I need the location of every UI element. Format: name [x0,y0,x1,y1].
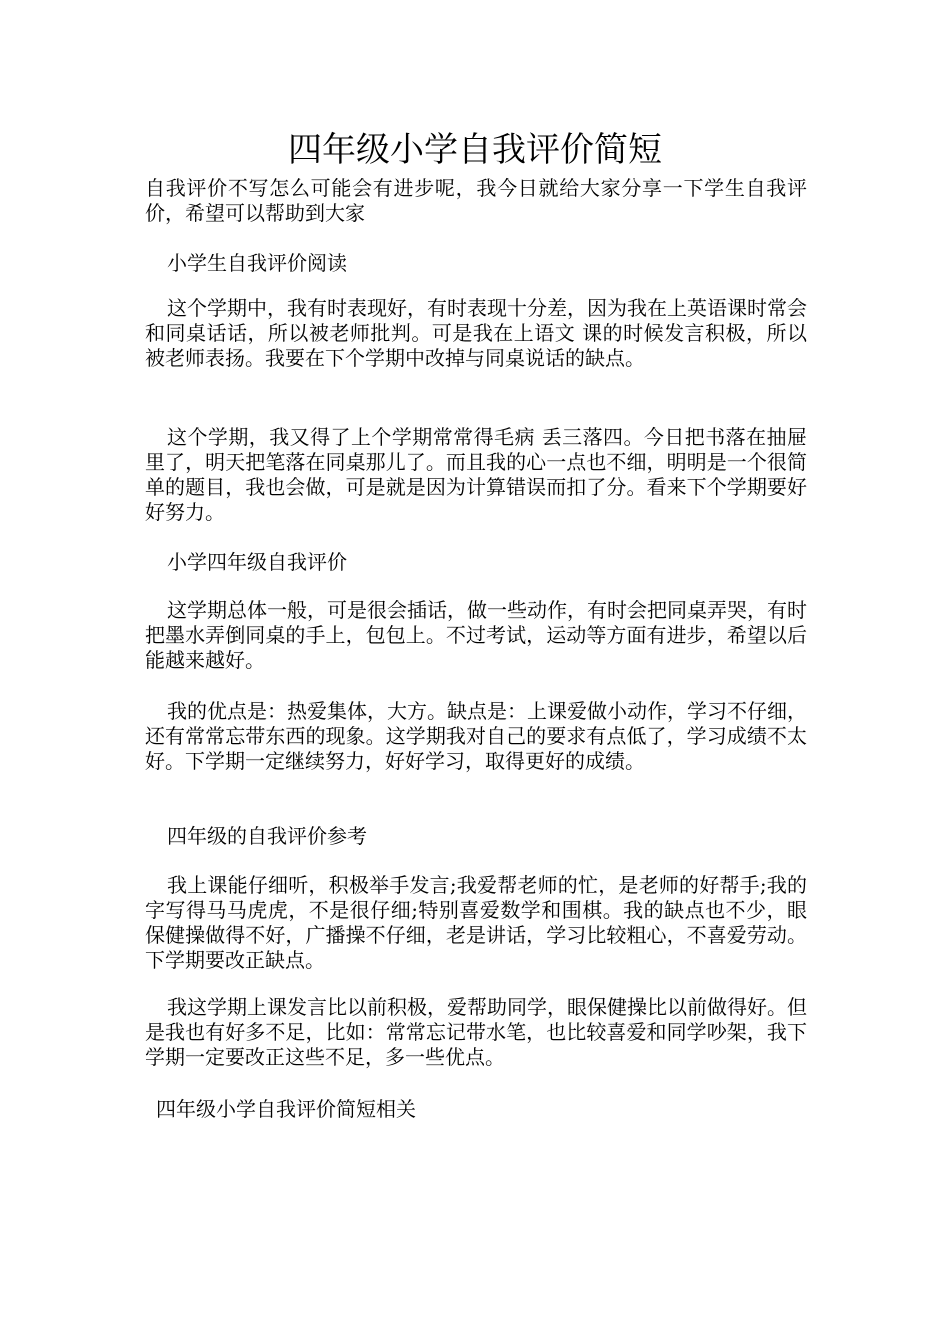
footer-heading: 四年级小学自我评价简短相关 [156,1097,416,1121]
section-heading-reading: 小学生自我评价阅读 [167,251,347,275]
intro-paragraph: 自我评价不写怎么可能会有进步呢，我今日就给大家分享一下学生自我评价，希望可以帮助到大家 [145,176,807,225]
paragraph: 我上课能仔细听，积极举手发言;我爱帮老师的忙，是老师的好帮手;我的字写得马马虎虎，不是很仔细;特别喜爱数学和围棋。我的缺点也不少，眼保健操做得不好，广播操不仔细，老是讲话，学习比较粗心，不喜爱劳动。下学期要改正缺点。 [145,873,807,972]
paragraph: 这个学期中，我有时表现好，有时表现十分差，因为我在上英语课时常会和同桌话话，所以被老师批判。可是我在上语文 课的时候发言积极，所以被老师表扬。我要在下个学期中改掉与同桌说话的缺点。 [145,296,807,370]
paragraph: 我的优点是：热爱集体，大方。缺点是：上课爱做小动作，学习不仔细，还有常常忘带东西的现象。这学期我对自己的要求有点低了，学习成绩不太好。下学期一定继续努力，好好学习，取得更好的成绩。 [145,699,807,773]
section-heading-grade4: 小学四年级自我评价 [167,550,347,574]
section-heading-reference: 四年级的自我评价参考 [167,824,367,848]
paragraph: 这个学期，我又得了上个学期常常得毛病 丢三落四。今日把书落在抽屉里了，明天把笔落在同桌那儿了。而且我的心一点也不细，明明是一个很简单的题目，我也会做，可是就是因为计算错误而扣了分。看来下个学期要好好努力。 [145,425,807,524]
paragraph: 我这学期上课发言比以前积极，爱帮助同学，眼保健操比以前做得好。但是我也有好多不足，比如：常常忘记带水笔，也比较喜爱和同学吵架，我下学期一定要改正这些不足，多一些优点。 [145,995,807,1069]
document-title: 四年级小学自我评价简短 [288,130,662,170]
paragraph: 这学期总体一般，可是很会插话，做一些动作，有时会把同桌弄哭，有时把墨水弄倒同桌的手上，包包上。不过考试，运动等方面有进步，希望以后能越来越好。 [145,598,807,672]
